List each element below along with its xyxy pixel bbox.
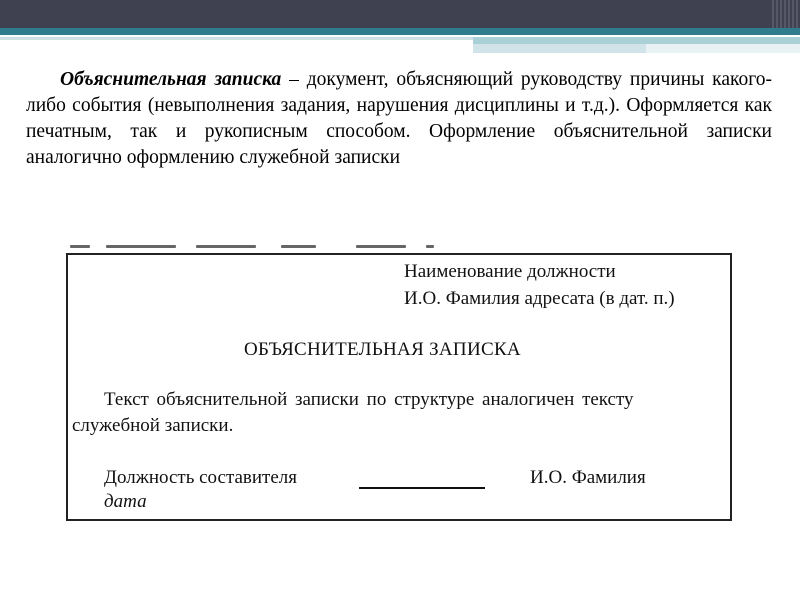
document-body-line: Текст объяснительной записки по структуре аналогичен тексту bbox=[104, 389, 634, 410]
scan-artifact bbox=[66, 243, 436, 253]
header-divider bbox=[0, 37, 475, 40]
addressee-name: И.О. Фамилия адресата (в дат. п.) bbox=[404, 288, 675, 309]
signature-line bbox=[359, 487, 485, 489]
definition-paragraph bbox=[26, 67, 772, 171]
header-stripes bbox=[770, 0, 800, 28]
document-date: дата bbox=[104, 491, 147, 512]
header-step-light bbox=[646, 44, 800, 53]
definition-text: – документ, объясняющий руководству причины какого-либо события (невыполнения задания, нарушения дисциплины и т.д.). Оформляется как печатным, так и рукописным способом. Оформление объяснительной записки аналогично оформлению служебной записки bbox=[26, 69, 772, 168]
header-bar bbox=[0, 0, 800, 28]
document-body-line: служебной записки. bbox=[72, 415, 234, 436]
addressee-position: Наименование должности bbox=[404, 261, 616, 282]
author-position: Должность составителя bbox=[104, 467, 298, 488]
author-name: И.О. Фамилия bbox=[530, 467, 646, 488]
sample-document bbox=[66, 253, 732, 521]
header-accent-bar bbox=[0, 28, 800, 35]
definition-term: Объяснительная записка bbox=[60, 69, 282, 90]
document-title: ОБЪЯСНИТЕЛЬНАЯ ЗАПИСКА bbox=[244, 339, 521, 360]
